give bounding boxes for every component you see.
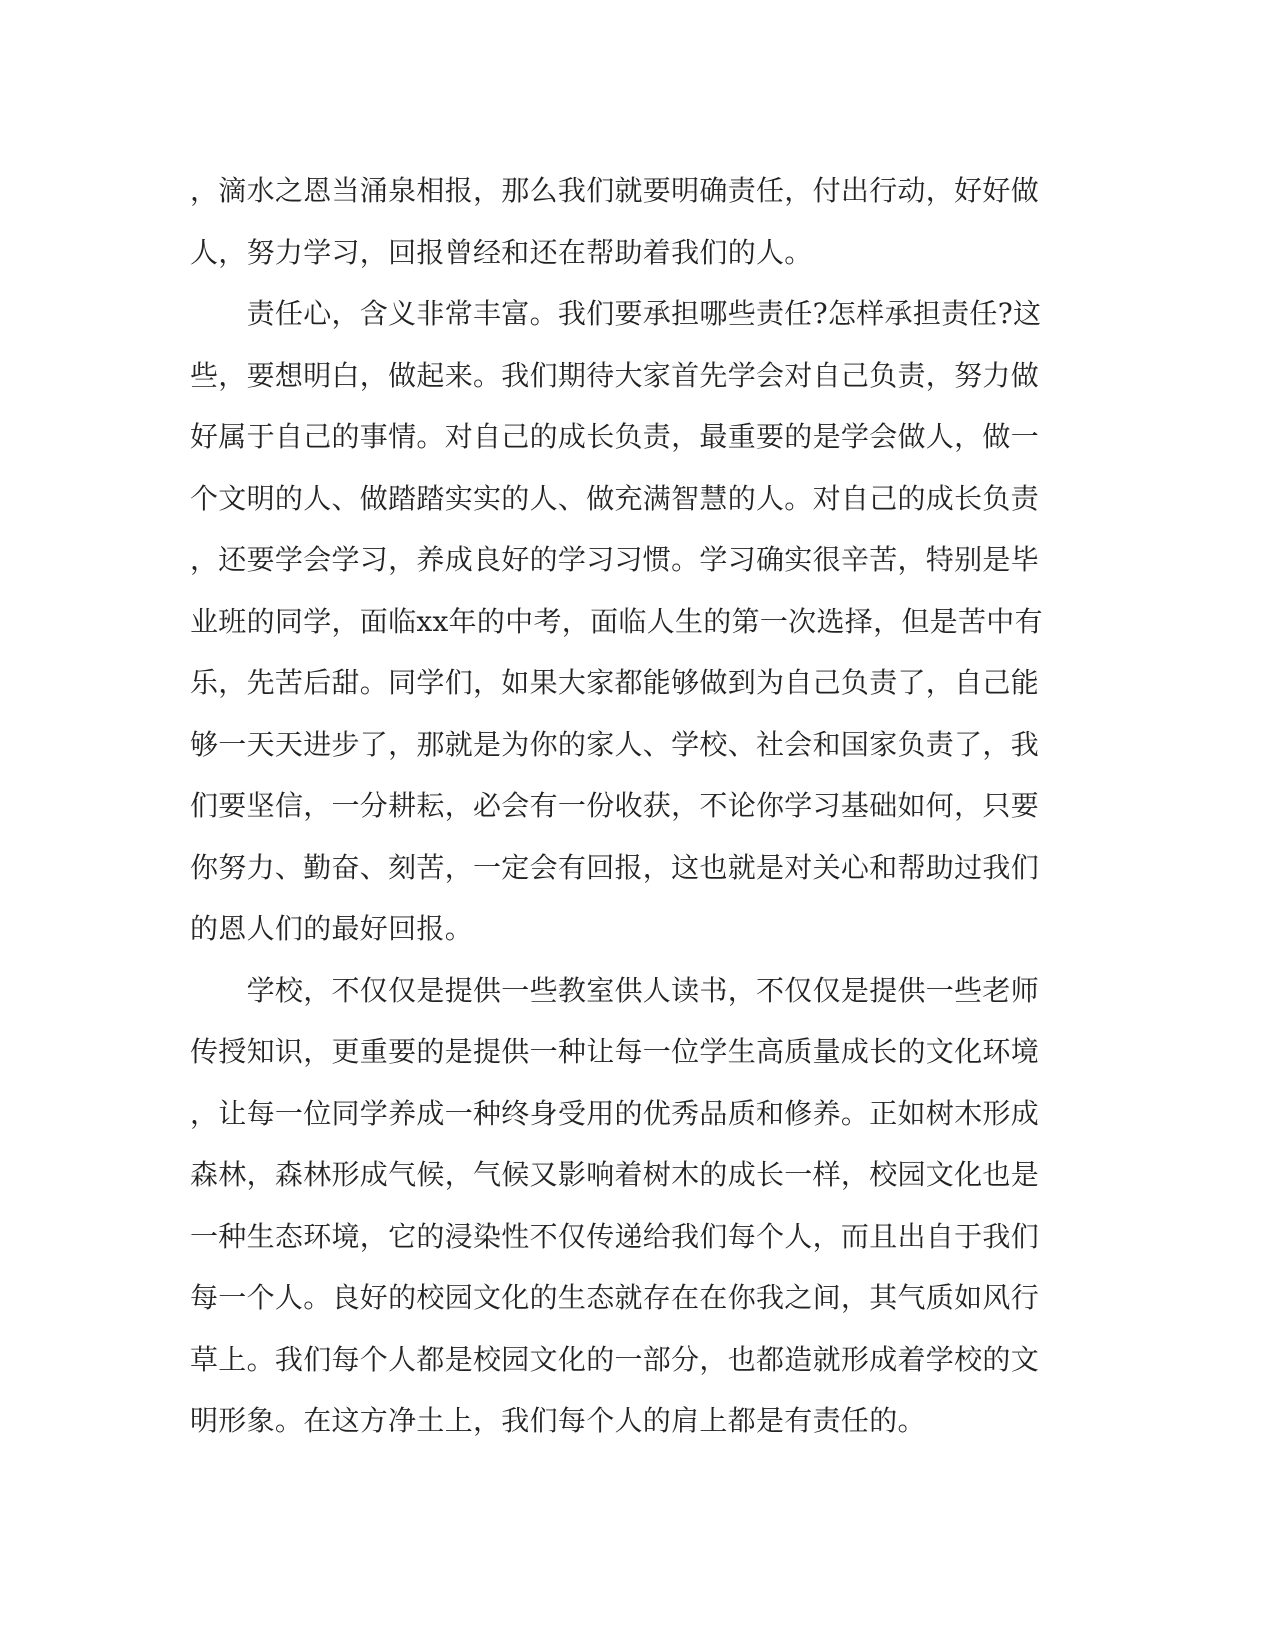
text-line: ，让每一位同学养成一种终身受用的优秀品质和修养。正如树木形成 bbox=[190, 1096, 1040, 1130]
text-line: 学校，不仅仅是提供一些教室供人读书，不仅仅是提供一些老师 bbox=[190, 973, 1040, 1007]
paragraph-2 bbox=[190, 283, 1070, 960]
text-line: 传授知识，更重要的是提供一种让每一位学生高质量成长的文化环境 bbox=[190, 1035, 1040, 1068]
text-line: 的恩人们的最好回报。 bbox=[190, 912, 474, 945]
text-line: ，滴水之恩当涌泉相报，那么我们就要明确责任，付出行动，好好做 bbox=[190, 174, 1040, 207]
text-line: 些，要想明白，做起来。我们期待大家首先学会对自己负责，努力做 bbox=[190, 358, 1040, 392]
text-line: 森林，森林形成气候，气候又影响着树木的成长一样，校园文化也是 bbox=[190, 1158, 1040, 1191]
document-body bbox=[190, 160, 1070, 1452]
text-line: 乐，先苦后甜。同学们，如果大家都能够做到为自己负责了，自己能 bbox=[190, 666, 1040, 699]
text-line: 好属于自己的事情。对自己的成长负责，最重要的是学会做人，做一 bbox=[190, 420, 1040, 453]
text-line: 人，努力学习，回报曾经和还在帮助着我们的人。 bbox=[190, 235, 813, 269]
text-line: 业班的同学，面临xx年的中考，面临人生的第一次选择，但是苦中有 bbox=[190, 604, 1043, 638]
text-line: ，还要学会学习，养成良好的学习习惯。学习确实很辛苦，特别是毕 bbox=[190, 543, 1040, 576]
text-line: 一种生态环境，它的浸染性不仅传递给我们每个人，而且出自于我们 bbox=[190, 1219, 1040, 1253]
text-line: 你努力、勤奋、刻苦，一定会有回报，这也就是对关心和帮助过我们 bbox=[190, 850, 1040, 884]
text-line: 个文明的人、做踏踏实实的人、做充满智慧的人。对自己的成长负责 bbox=[190, 481, 1040, 515]
text-line: 们要坚信，一分耕耘，必会有一份收获，不论你学习基础如何，只要 bbox=[190, 789, 1040, 822]
paragraph-1 bbox=[190, 160, 1070, 283]
text-line: 每一个人。良好的校园文化的生态就存在在你我之间，其气质如风行 bbox=[190, 1281, 1040, 1314]
text-line: 明形象。在这方净土上，我们每个人的肩上都是有责任的。 bbox=[190, 1404, 926, 1437]
text-line: 够一天天进步了，那就是为你的家人、学校、社会和国家负责了，我 bbox=[190, 727, 1040, 761]
text-line: 责任心，含义非常丰富。我们要承担哪些责任?怎样承担责任?这 bbox=[190, 297, 1042, 330]
paragraph-3 bbox=[190, 960, 1070, 1452]
text-line: 草上。我们每个人都是校园文化的一部分，也都造就形成着学校的文 bbox=[190, 1342, 1040, 1376]
